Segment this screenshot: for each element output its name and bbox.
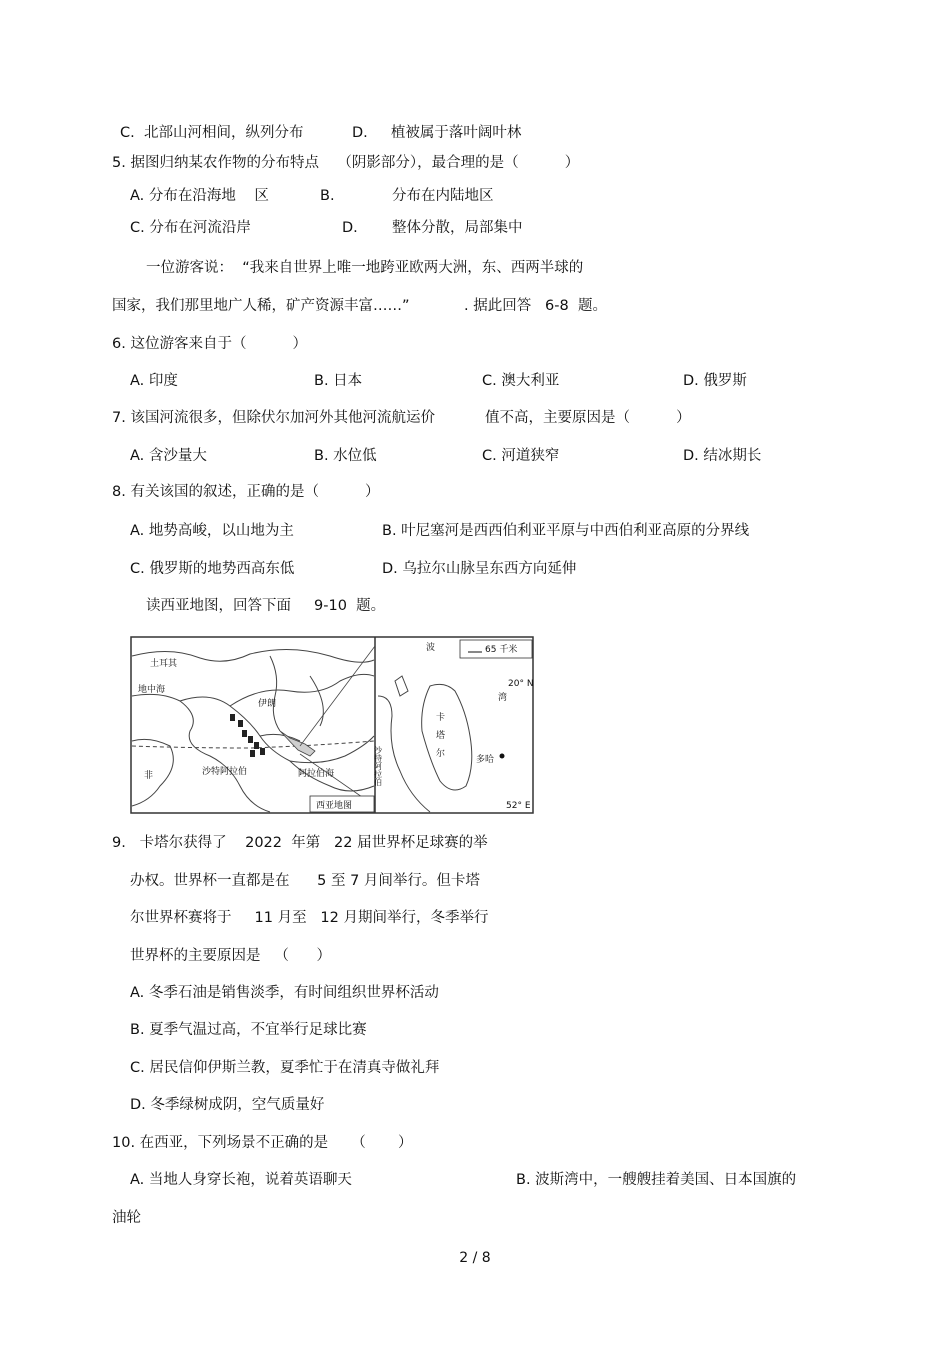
label-ta: 塔 bbox=[436, 731, 446, 741]
q7-option-d: D. 结冰期长 bbox=[683, 448, 762, 464]
q10-stem: 10. 在西亚，下列场景不正确的是 （ ） bbox=[112, 1135, 413, 1151]
q8-stem: 8. 有关该国的叙述，正确的是（ ） bbox=[112, 484, 380, 500]
label-bo: 波 bbox=[426, 643, 436, 653]
label-mediterranean: 地中海 bbox=[138, 685, 166, 695]
q7-option-a: A. 含沙量大 bbox=[130, 448, 207, 464]
q9-option-c: C. 居民信仰伊斯兰教，夏季忙于在清真寺做礼拜 bbox=[130, 1060, 440, 1076]
label-arabian-sea: 阿拉伯海 bbox=[298, 769, 335, 779]
label-longitude: 52° E bbox=[506, 801, 531, 811]
q5-option-d-text: 整体分散，局部集中 bbox=[392, 220, 523, 236]
q8-option-d: D. 乌拉尔山脉呈东西方向延伸 bbox=[382, 561, 577, 577]
q6-option-c: C. 澳大利亚 bbox=[482, 373, 560, 389]
q5-option-b-letter: B. bbox=[320, 188, 335, 204]
label-doha: 多哈 bbox=[476, 755, 495, 765]
q9-option-b: B. 夏季气温过高，不宜举行足球比赛 bbox=[130, 1022, 367, 1038]
q6-stem: 6. 这位游客来自于（ ） bbox=[112, 336, 308, 352]
q9-stem-line4: 世界杯的主要原因是 （ ） bbox=[130, 948, 331, 964]
label-wan: 湾 bbox=[498, 693, 508, 703]
intro-6-8-line1: 一位游客说： “我来自世界上唯一地跨亚欧两大洲，东、西两半球的 bbox=[146, 260, 584, 276]
q7-stem-a: 7. 该国河流很多，但除伏尔加河外其他河流航运价 bbox=[112, 410, 435, 426]
q8-option-c: C. 俄罗斯的地势西高东低 bbox=[130, 561, 295, 577]
intro-6-8-line2b: . 据此回答 6-8 题。 bbox=[464, 298, 607, 314]
q9-option-d: D. 冬季绿树成阴，空气质量好 bbox=[130, 1097, 325, 1113]
label-latitude: 20° N bbox=[508, 679, 534, 689]
label-ka: 卡 bbox=[436, 713, 446, 723]
west-asia-map bbox=[130, 636, 534, 814]
page-number: 2 / 8 bbox=[459, 1250, 491, 1266]
q7-option-c: C. 河道狭窄 bbox=[482, 448, 560, 464]
q7-option-b: B. 水位低 bbox=[314, 448, 377, 464]
q5-option-d-letter: D. bbox=[342, 220, 358, 236]
label-africa: 非 bbox=[144, 771, 154, 781]
q6-option-b: B. 日本 bbox=[314, 373, 363, 389]
q5-option-c: C. 分布在河流沿岸 bbox=[130, 220, 251, 236]
q6-option-d: D. 俄罗斯 bbox=[683, 373, 747, 389]
map-scale: 65 千米 bbox=[485, 645, 518, 655]
q8-option-b: B. 叶尼塞河是西西伯利亚平原与中西伯利亚高原的分界线 bbox=[382, 523, 750, 539]
q5-stem: 5. 据图归纳某农作物的分布特点 （阴影部分），最合理的是（ ） bbox=[112, 155, 580, 171]
q8-option-a: A. 地势高峻，以山地为主 bbox=[130, 523, 294, 539]
q5-option-a: A. 分布在沿海地 区 bbox=[130, 188, 269, 204]
intro-9-10: 读西亚地图，回答下面 9-10 题。 bbox=[146, 598, 386, 614]
q9-stem-line3: 尔世界杯赛将于 11 月至 12 月期间举行，冬季举行 bbox=[130, 910, 489, 926]
intro-6-8-line2a: 国家，我们那里地广人稀，矿产资源丰富……” bbox=[112, 298, 410, 314]
map-caption: 西亚地图 bbox=[316, 801, 353, 811]
label-turkey: 土耳其 bbox=[150, 659, 178, 669]
q9-stem-line1: 9. 卡塔尔获得了 2022 年第 22 届世界杯足球赛的举 bbox=[112, 835, 488, 851]
q10-option-b: B. 波斯湾中，一艘艘挂着美国、日本国旗的 bbox=[516, 1172, 797, 1188]
q9-option-a: A. 冬季石油是销售淡季，有时间组织世界杯活动 bbox=[130, 985, 439, 1001]
q7-stem-b: 值不高，主要原因是（ ） bbox=[485, 410, 691, 426]
q10-option-b-cont: 油轮 bbox=[112, 1210, 141, 1226]
q5-option-b-text: 分布在内陆地区 bbox=[392, 188, 494, 204]
label-er: 尔 bbox=[436, 749, 446, 759]
label-saudi-arabia: 沙特阿拉伯 bbox=[202, 767, 248, 777]
q4-option-d: D. 植被属于落叶阔叶林 bbox=[352, 125, 522, 141]
label-saudi-inset: 沙特阿拉伯 bbox=[373, 746, 383, 786]
q9-stem-line2: 办权。世界杯一直都是在 5 至 7 月间举行。但卡塔 bbox=[130, 873, 480, 889]
q4-option-c: C. 北部山河相间，纵列分布 bbox=[120, 125, 304, 141]
q10-option-a: A. 当地人身穿长袍，说着英语聊天 bbox=[130, 1172, 352, 1188]
q6-option-a: A. 印度 bbox=[130, 373, 178, 389]
label-iran: 伊朗 bbox=[258, 699, 277, 709]
